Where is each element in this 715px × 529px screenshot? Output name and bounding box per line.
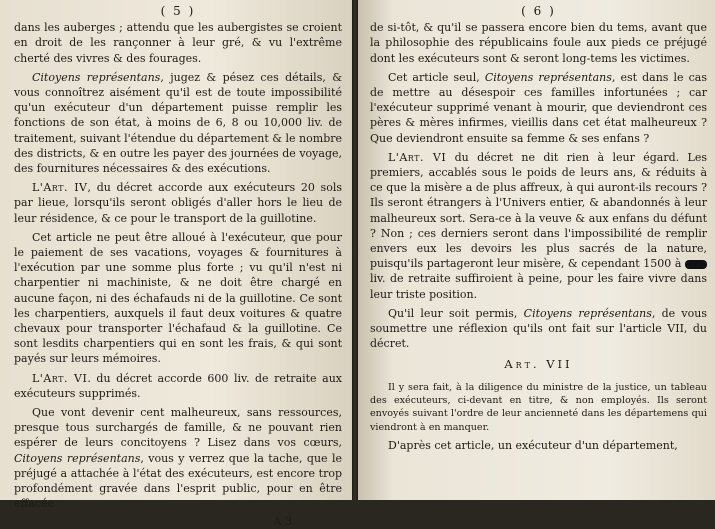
- paragraph: de si-tôt, & qu'il se passera encore bien du tems, avant que la philosophie des républicains foule aux pieds ce préjugé dont les exécuteurs sont & seront long-tems les victimes.: [370, 21, 707, 65]
- paragraph-text: , jugez & pésez ces détails, & vous connoîtrez aisément qu'il est de toute impossibilité qu'un exécuteur d'un département puisse remplir les fonctions de son état, à moins de 6, 8 ou 10,000 liv. de traitement, suivant l'étendue du département & le nombre des districts, & en outre les payer des journées de voyage, des fournitures nécessaires & des exécutions.: [14, 70, 343, 176]
- italic-address: Citoyens représentans: [14, 451, 141, 465]
- paragraph: D'après cet article, un exécuteur d'un département,: [388, 439, 678, 453]
- paragraph: [14, 180, 342, 226]
- ink-blot: [685, 260, 707, 269]
- paragraph: [14, 371, 342, 401]
- paragraph: Cet article ne peut être alloué à l'exécuteur, que pour le paiement de ses vacations, voyages & fournitures à l'exécution par une somme plus forte ; vu qu'il n'est ni charpentier ni machiniste, & ne doit être chargé en aucune façon, ni des échafauds ni de la guillotine. Ce sont les charpentiers, auxquels il faut deux voitures & quatre chevaux pour transporter l'échafaud & la guillotine. Ce sont lesdits charpentiers qui en sont les frais, & qui sont payés sur leurs mémoires.: [14, 230, 342, 366]
- quoted-article: Il y sera fait, à la diligence du ministre de la justice, un tableau des exécuteurs, ci-devant en titre, & non employés. Ils seront envoyés suivant l'ordre de leur ancienneté dans les départemens qui viendront à en manquer.: [370, 381, 707, 433]
- paragraph-text: Cet article seul,: [388, 70, 485, 84]
- paragraph: dans les auberges ; attendu que les aubergistes se croient en droit de les rançonner à leur gré, & vu l'extrême cherté des vivres & des fourages.: [14, 21, 342, 65]
- signature-mark: A 3: [273, 514, 292, 528]
- paragraph-text: , de vous soumettre une réflexion qu'ils ont fait sur l'article VII, du décret.: [370, 306, 707, 351]
- left-page: [0, 0, 352, 528]
- paragraph: [370, 150, 707, 302]
- article-heading: Art. VII: [504, 357, 573, 372]
- italic-address: Citoyens représentans: [32, 70, 161, 84]
- page-number: ( 6 ): [521, 4, 556, 18]
- paragraph-text: . du décret accorde 600 liv. de retraite aux exécuteurs supprimés.: [14, 371, 342, 400]
- article-ref: L'Art. VI: [388, 150, 447, 164]
- paragraph-text: , vous y verrez que la tache, que le préjugé a attachée à l'état des exécuteurs, est encore trop profondément gravée dans l'esprit public, pour en être effacée: [14, 451, 342, 511]
- paragraph: [370, 306, 707, 352]
- italic-address: Citoyens représentans: [484, 70, 612, 84]
- page-number: ( 5 ): [160, 4, 196, 18]
- paragraph-text: Qu'il leur soit permis,: [388, 306, 524, 320]
- paragraph-text: , est dans le cas de mettre au désespoir ces familles infortunées ; car l'exécuteur supprimé venant à mourir, que deviendront ces pères & mères infirmes, vieillis dans cet état malheureux ? Que deviendront ensuite sa femme & ses enfans ?: [370, 70, 707, 145]
- paragraph-text: liv. de retraite suffiroient à peine, pour les faire vivre dans leur triste position.: [370, 272, 707, 301]
- paragraph: [14, 70, 342, 176]
- paragraph-text: Que vont devenir cent malheureux, sans ressources, presque tous surchargés de famille, & ne pouvant rien espérer de leurs concitoyens ? Lisez dans vos cœurs,: [14, 406, 342, 450]
- paragraph: [14, 405, 342, 511]
- paragraph-text: , du décret accorde aux exécuteurs 20 sols par lieue, lorsqu'ils seront obligés d'aller hors le lieu de leur résidence, & ce pour le transport de la guillotine.: [14, 181, 342, 225]
- right-page: [358, 0, 715, 500]
- paragraph-text: du décret ne dit rien à leur égard. Les premiers, accablés sous le poids de leurs ans, & réduits à ce que la misère a de plus affreux, à qui auront-ils recours ? Ils seront étrangers à l'Univers entier, & abandonnés à leur malheureux sort. Sera-ce à la veuve & aux enfans du défunt ? Non ; ces derniers seront dans l'impossibilité de remplir envers eux les devoirs les plus sacrés de la nature, puisqu'ils partageront leur misère, & cependant 1500 à: [370, 150, 707, 271]
- article-ref: L'Art. IV: [32, 181, 88, 195]
- article-ref: L'Art. VI: [32, 371, 88, 385]
- paragraph: [370, 70, 707, 146]
- italic-address: Citoyens représentans: [523, 306, 652, 320]
